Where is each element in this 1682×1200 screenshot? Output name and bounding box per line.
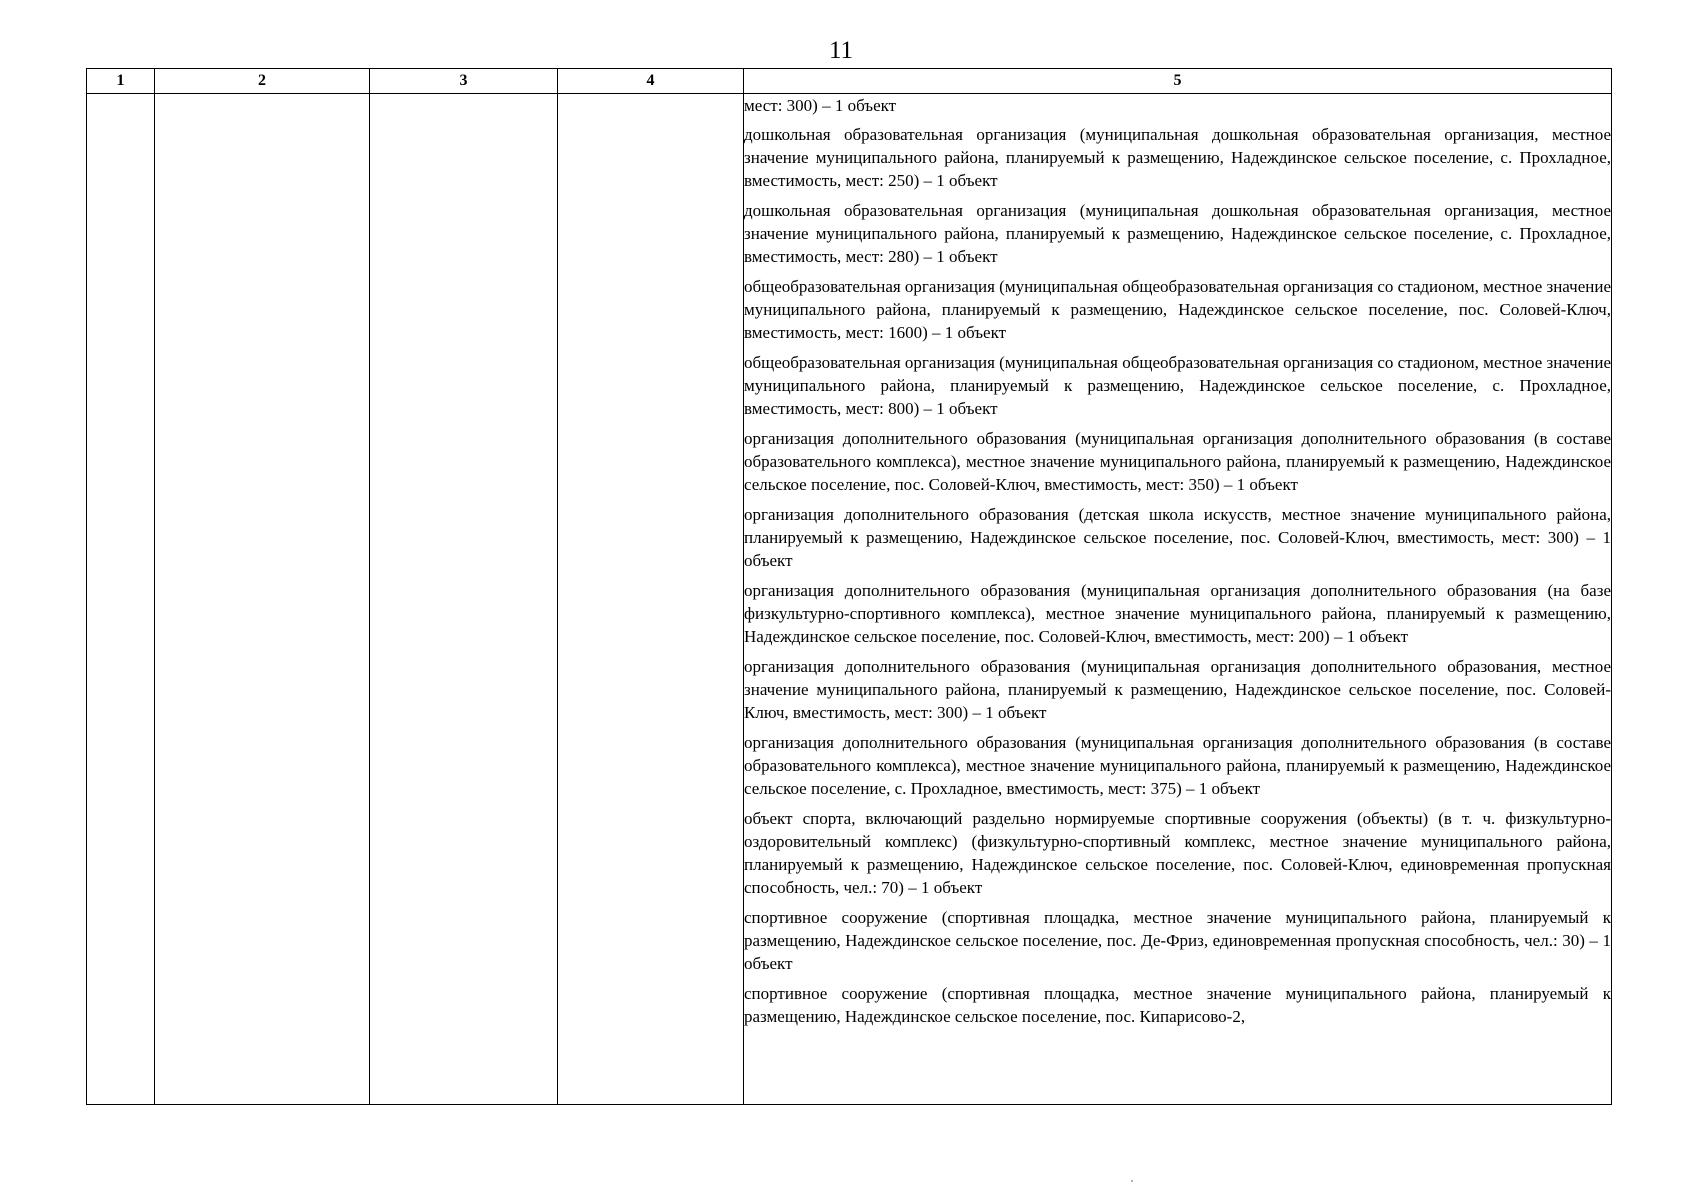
entry-8: организация дополнительного образования (муниципальная организация дополнительного образования (на базе физкультурно-спортивного комплекса), местное значение муниципального района, планируемый к размещению, Надеждинское сельское поселение, пос. Соловей-Ключ, вместимость, мест: 200) – 1 объект — [744, 581, 1611, 646]
column-4-cell — [558, 94, 744, 1105]
entry-1: мест: 300) – 1 объект — [744, 96, 897, 115]
column-header-5: 5 — [744, 69, 1612, 94]
column-header-3: 3 — [370, 69, 558, 94]
entry-11: объект спорта, включающий раздельно нормируемые спортивные сооружения (объекты) (в т. ч. физкультурно-оздоровительный комплекс) (физкультурно-спортивный комплекс, местное значение муниципального района, планируемый к размещению, Надеждинское сельское поселение, пос. Соловей-Ключ, единовременная пропускная способность, чел.: 70) – 1 объект — [744, 809, 1611, 897]
column-header-4: 4 — [558, 69, 744, 94]
table-row — [87, 94, 1612, 1105]
entry-5: общеобразовательная организация (муниципальная общеобразовательная организация со стадионом, местное значение муниципального района, планируемый к размещению, Надеждинское сельское поселение, с. Прохладное, вместимость, мест: 800) – 1 объект — [744, 353, 1611, 418]
column-header-1: 1 — [87, 69, 155, 94]
entry-13: спортивное сооружение (спортивная площадка, местное значение муниципального района, планируемый к размещению, Надеждинское сельское поселение, пос. Кипарисово-2, — [744, 984, 1611, 1026]
entry-9: организация дополнительного образования (муниципальная организация дополнительного образования, местное значение муниципального района, планируемый к размещению, Надеждинское сельское поселение, пос. Соловей-Ключ, вместимость, мест: 300) – 1 объект — [744, 657, 1611, 722]
entry-3: дошкольная образовательная организация (муниципальная дошкольная образовательная организация, местное значение муниципального района, планируемый к размещению, Надеждинское сельское поселение, с. Прохладное, вместимость, мест: 280) – 1 объект — [744, 201, 1611, 266]
column-header-2: 2 — [155, 69, 370, 94]
page-number: 11 — [828, 37, 854, 64]
entry-4: общеобразовательная организация (муниципальная общеобразовательная организация со стадионом, местное значение муниципального района, планируемый к размещению, Надеждинское сельское поселение, пос. Соловей-Ключ, вместимость, мест: 1600) – 1 объект — [744, 277, 1611, 342]
column-2-cell — [155, 94, 370, 1105]
column-1-cell — [87, 94, 155, 1105]
column-3-cell — [370, 94, 558, 1105]
entry-6: организация дополнительного образования (муниципальная организация дополнительного образования (в составе образовательного комплекса), местное значение муниципального района, планируемый к размещению, Надеждинское сельское поселение, пос. Соловей-Ключ, вместимость, мест: 350) – 1 объект — [744, 429, 1611, 494]
entry-10: организация дополнительного образования (муниципальная организация дополнительного образования (в составе образовательного комплекса), местное значение муниципального района, планируемый к размещению, Надеждинское сельское поселение, с. Прохладное, вместимость, мест: 375) – 1 объект — [744, 733, 1611, 798]
entry-12: спортивное сооружение (спортивная площадка, местное значение муниципального района, планируемый к размещению, Надеждинское сельское поселение, пос. Де-Фриз, единовременная пропускная способность, чел.: 30) – 1 объект — [744, 908, 1611, 973]
table-header-row — [87, 69, 1612, 94]
column-5-cell — [744, 94, 1612, 1105]
entry-7: организация дополнительного образования (детская школа искусств, местное значение муниципального района, планируемый к размещению, Надеждинское сельское поселение, пос. Соловей-Ключ, вместимость, мест: 300) – 1 объект — [744, 505, 1611, 570]
entry-2: дошкольная образовательная организация (муниципальная дошкольная образовательная организация, местное значение муниципального района, планируемый к размещению, Надеждинское сельское поселение, с. Прохладное, вместимость, мест: 250) – 1 объект — [744, 125, 1611, 190]
scan-speck — [1131, 1180, 1133, 1182]
document-table — [86, 68, 1612, 1105]
